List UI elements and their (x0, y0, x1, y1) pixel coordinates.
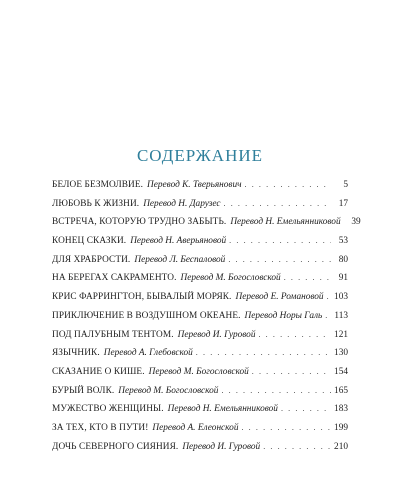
toc-entry[interactable] (52, 404, 348, 423)
entry-translator: Перевод Л. Беспаловой (134, 254, 226, 265)
entry-page-number: 210 (334, 441, 348, 452)
toc-entry[interactable] (52, 348, 348, 367)
entry-title: БЕЛОЕ БЕЗМОЛВИЕ. (52, 180, 144, 190)
toc-entry[interactable] (52, 386, 348, 405)
dot-leader (221, 386, 331, 395)
entry-title: ЛЮБОВЬ К ЖИЗНИ. (52, 198, 140, 209)
entry-translator: Перевод Е. Романовой (235, 292, 324, 303)
dot-leader (325, 311, 331, 320)
toc-entry[interactable] (52, 273, 348, 292)
toc-entry[interactable] (52, 367, 348, 386)
entry-page-number: 113 (334, 310, 348, 321)
entry-page-number: 183 (334, 404, 348, 415)
dot-leader (229, 236, 331, 245)
entry-title: БУРЫЙ ВОЛК. (52, 385, 115, 396)
entry-page-number: 199 (334, 422, 348, 433)
entry-title: ЯЗЫЧНИК. (52, 348, 100, 359)
entry-title: ЗА ТЕХ, КТО В ПУТИ! (52, 422, 149, 433)
dot-leader (281, 404, 331, 413)
entry-translator: Перевод М. Богословской (180, 273, 281, 284)
entry-translator: Перевод М. Богословской (118, 385, 219, 396)
entry-page-number: 165 (334, 385, 348, 396)
toc-entry[interactable] (52, 442, 348, 461)
entry-translator: Перевод А. Глебовской (103, 348, 193, 359)
entry-translator: Перевод М. Богословской (148, 366, 249, 377)
dot-leader (241, 423, 331, 432)
dot-leader (196, 348, 331, 357)
entry-page-number: 80 (338, 254, 348, 265)
entry-title: ПРИКЛЮЧЕНИЕ В ВОЗДУШНОМ ОКЕАНЕ. (52, 310, 241, 321)
entry-title: ПОД ПАЛУБНЫМ ТЕНТОМ. (52, 329, 174, 340)
entry-translator: Перевод Норы Галь (244, 310, 323, 321)
entry-title: СКАЗАНИЕ О КИШЕ. (52, 366, 145, 377)
dot-leader (228, 255, 331, 264)
toc-entry[interactable] (52, 199, 348, 218)
entry-translator: Перевод И. Гуровой (182, 441, 261, 452)
toc-title: СОДЕРЖАНИЕ (136, 146, 264, 165)
dot-leader (263, 442, 331, 451)
entry-page-number: 17 (338, 198, 348, 209)
dot-leader (224, 199, 332, 208)
entry-page-number: 121 (334, 329, 348, 340)
entry-page-number: 5 (343, 180, 348, 190)
entry-translator: Перевод Н. Емельянниковой (167, 404, 278, 415)
toc-entry[interactable] (52, 236, 348, 255)
entry-page-number: 53 (338, 236, 348, 247)
entry-title: КОНЕЦ СКАЗКИ. (52, 236, 127, 247)
entry-translator: Перевод Н. Емельянниковой (230, 217, 341, 228)
dot-leader (327, 292, 331, 301)
entry-translator: Перевод И. Гуровой (177, 329, 256, 340)
toc-list (52, 180, 361, 460)
entry-page-number: 91 (338, 273, 348, 284)
dot-leader (284, 273, 331, 282)
toc-entry[interactable] (52, 423, 348, 442)
entry-title: ДОЧЬ СЕВЕРНОГО СИЯНИЯ. (52, 441, 179, 452)
entry-translator: Перевод А. Елеонской (152, 422, 239, 433)
entry-page-number: 130 (334, 348, 348, 359)
entry-page-number: 39 (351, 217, 361, 228)
toc-entry[interactable] (52, 180, 348, 199)
toc-entry[interactable] (52, 217, 361, 236)
toc-entry[interactable] (52, 311, 348, 330)
entry-title: МУЖЕСТВО ЖЕНЩИНЫ. (52, 404, 164, 415)
dot-leader (245, 180, 331, 189)
entry-page-number: 154 (334, 366, 348, 377)
entry-translator: Перевод Н. Аверьяновой (130, 236, 227, 247)
entry-translator: Перевод Н. Дарузес (143, 198, 221, 209)
dot-leader (258, 330, 331, 339)
dot-leader (252, 367, 331, 376)
toc-entry[interactable] (52, 255, 348, 274)
toc-entry[interactable] (52, 292, 348, 311)
entry-title: КРИС ФАРРИНГТОН, БЫВАЛЫЙ МОРЯК. (52, 292, 232, 303)
entry-title: ДЛЯ ХРАБРОСТИ. (52, 254, 131, 265)
entry-translator: Перевод К. Тверьянович (147, 180, 242, 190)
toc-entry[interactable] (52, 330, 348, 349)
entry-title: ВСТРЕЧА, КОТОРУЮ ТРУДНО ЗАБЫТЬ. (52, 217, 227, 228)
entry-page-number: 103 (334, 292, 348, 303)
entry-title: НА БЕРЕГАХ САКРАМЕНТО. (52, 273, 177, 284)
